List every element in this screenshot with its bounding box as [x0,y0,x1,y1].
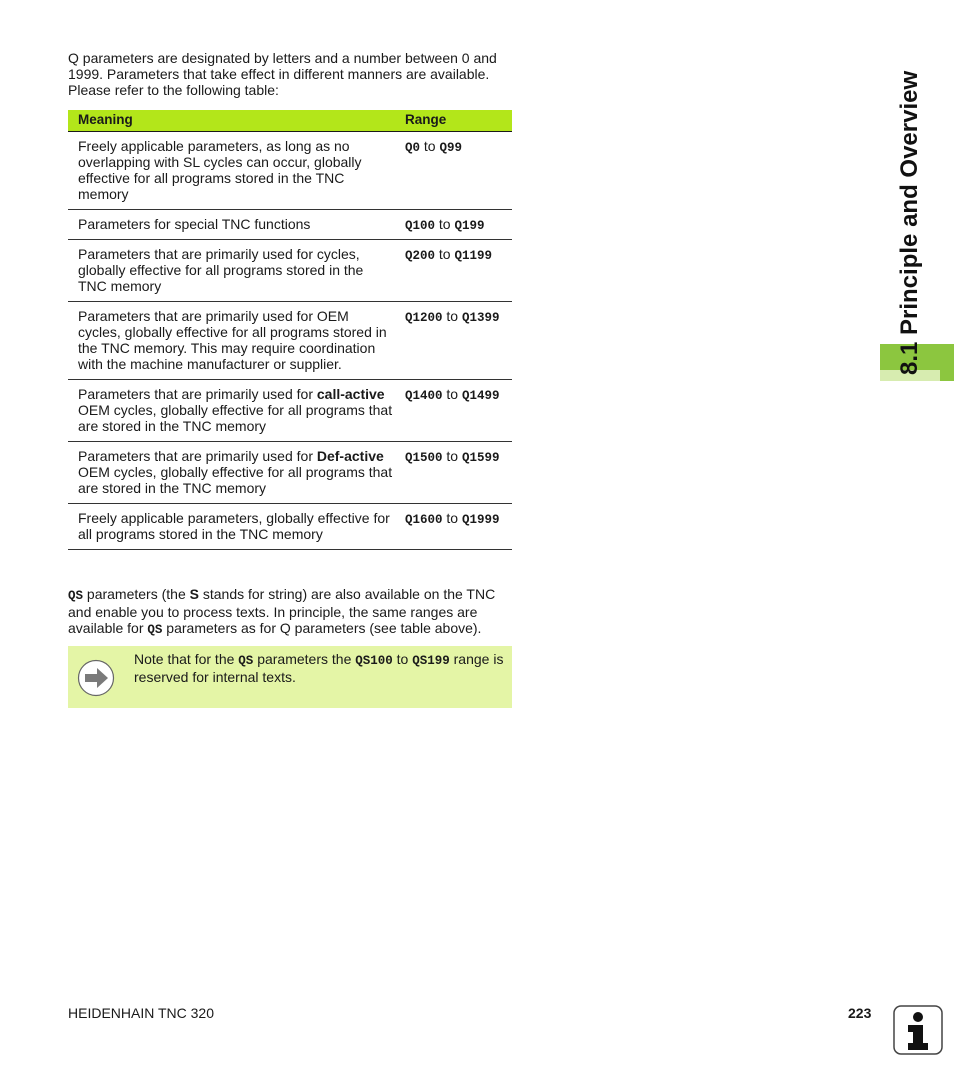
page-number: 223 [848,1005,872,1021]
info-icon [893,1005,943,1055]
range-to: Q1599 [461,451,500,465]
range-from: Q100 [405,219,436,233]
qs-text-2: stands for string) are also available on the TNC and enable you to process texts. In principle, the same ranges are available for [68,586,496,636]
note-code-qs199: QS199 [412,654,450,668]
meaning-cell [68,240,405,301]
table-header [68,110,512,132]
range-from: Q0 [405,141,421,155]
range-to-word: to [446,448,459,464]
meaning-cell [68,380,405,441]
parameter-table [68,110,512,550]
meaning-text: Parameters for special TNC functions [78,216,311,232]
qs-bold-s: S [189,586,199,602]
qs-paragraph [68,586,512,638]
chapter-title: 8.1 Principle and Overview [896,70,923,375]
range-cell [405,210,485,239]
note-text-3: to [392,651,413,667]
meaning-cell [68,302,405,379]
table-row [68,380,512,442]
meaning-text: Parameters that are primarily used for OEM cycles, globally effective for all programs stored in the TNC memory. This may require coordination with the machine manufacturer or supplier. [78,308,387,372]
note-code-qs100: QS100 [355,654,393,668]
range-to-word: to [446,308,459,324]
range-cell [405,380,500,441]
range-to: Q1999 [461,513,500,527]
arrow-right-icon [77,659,115,697]
range-to-word: to [423,138,436,154]
range-to: Q1399 [461,311,500,325]
qs-code: QS [68,589,84,603]
range-cell [405,240,492,301]
meaning-text: Parameters that are primarily used for [78,448,317,464]
table-row [68,132,512,210]
range-cell [405,302,500,379]
meaning-text: Parameters that are primarily used for cycles, globally effective for all programs stored in the TNC memory [78,246,364,294]
range-from: Q1200 [405,311,443,325]
meaning-text-rest: OEM cycles, globally effective for all programs that are stored in the TNC memory [78,464,393,496]
footer-product: HEIDENHAIN TNC 320 [68,1005,215,1021]
range-from: Q200 [405,249,436,263]
range-to-word: to [438,246,451,262]
range-to: Q1199 [454,249,492,263]
meaning-text-rest: OEM cycles, globally effective for all programs that are stored in the TNC memory [78,402,393,434]
meaning-text: Freely applicable parameters, globally effective for all programs stored in the TNC memory [78,510,390,542]
meaning-bold: Def-active [316,448,384,464]
range-to-word: to [446,510,459,526]
qs-code-2: QS [147,623,163,637]
table-body [68,132,512,550]
table-row [68,302,512,380]
header-range: Range [405,112,447,127]
intro-paragraph: Q parameters are designated by letters and a number between 0 and 1999. Parameters that take effect in different manners are available. Please refer to the following table: [68,50,497,98]
range-to-word: to [446,386,459,402]
meaning-text: Parameters that are primarily used for [78,386,317,402]
note-code-qs: QS [238,654,254,668]
note-text-4: range is reserved for internal texts. [134,651,504,685]
meaning-cell [68,210,405,239]
range-from: Q1600 [405,513,443,527]
range-cell [405,132,462,209]
note-text [134,651,506,685]
range-cell [405,442,500,503]
range-from: Q1400 [405,389,443,403]
meaning-cell [68,442,405,503]
table-row [68,210,512,240]
note-text-1: Note that for the [134,651,239,667]
range-cell [405,504,500,549]
meaning-text: Freely applicable parameters, as long as no overlapping with SL cycles can occur, globally effective for all programs stored in the TNC memory [78,138,362,202]
meaning-bold: call-active [316,386,385,402]
range-to-word: to [438,216,451,232]
range-to: Q1499 [461,389,500,403]
table-row [68,442,512,504]
table-row [68,504,512,550]
note-text-2: parameters the [253,651,356,667]
meaning-cell [68,504,405,549]
range-to: Q199 [454,219,485,233]
qs-text-1: parameters (the [83,586,190,602]
note-box [68,646,512,708]
range-to: Q99 [439,141,462,155]
table-row [68,240,512,302]
header-meaning: Meaning [78,112,133,127]
range-from: Q1500 [405,451,443,465]
meaning-cell [68,132,405,209]
qs-text-3: parameters as for Q parameters (see table above). [162,620,482,636]
